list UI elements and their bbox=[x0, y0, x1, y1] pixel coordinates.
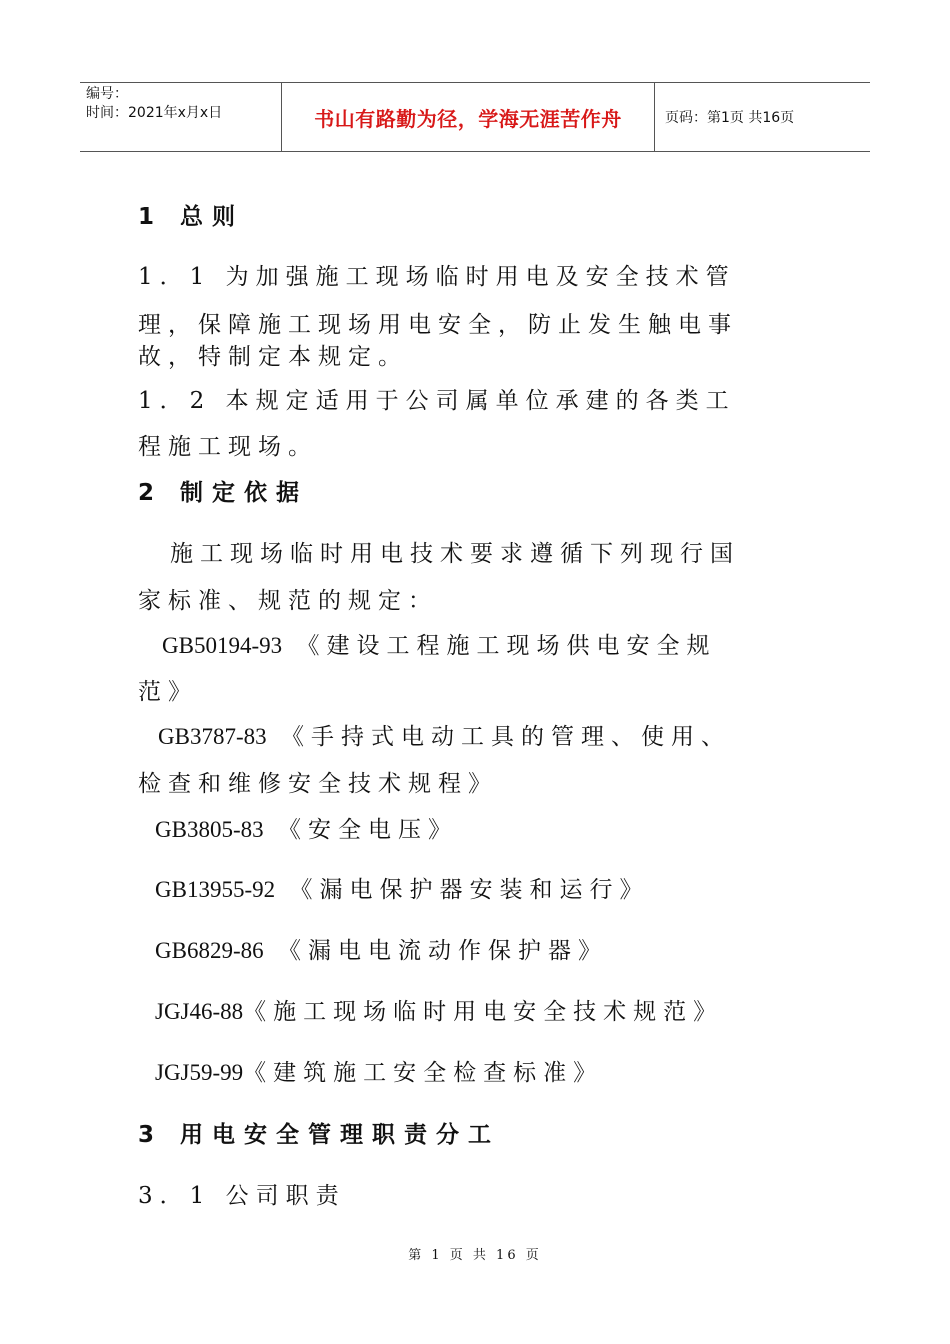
reference-code: JGJ46-88 bbox=[155, 999, 244, 1024]
reference-code: GB3805-83 bbox=[155, 817, 264, 842]
reference-title: 《安全电压》 bbox=[277, 817, 458, 843]
reference-gb50194-cont bbox=[138, 673, 818, 706]
reference-title: 《漏电保护器安装和运行》 bbox=[289, 877, 650, 903]
reference-title: 检查和维修安全技术规程》 bbox=[138, 771, 498, 797]
reference-title: 《施工现场临时用电安全技术规范》 bbox=[243, 999, 724, 1025]
reference-code: GB6829-86 bbox=[155, 938, 264, 963]
reference-title: 《手持式电动工具的管理、使用、 bbox=[280, 724, 731, 750]
reference-title: 《漏电电流动作保护器》 bbox=[277, 938, 608, 964]
reference-title: 《建筑施工安全检查标准》 bbox=[243, 1060, 604, 1086]
page-header bbox=[80, 82, 870, 152]
reference-gb3787-cont bbox=[138, 765, 818, 798]
reference-jgj46 bbox=[155, 993, 818, 1026]
heading-1: 1 总则 bbox=[138, 204, 245, 230]
paragraph-1-2-line-1: 1．2 本规定适用于公司属单位承建的各类工 bbox=[138, 388, 736, 414]
paragraph-1-1-line-1: 1．1 为加强施工现场临时用电及安全技术管 bbox=[138, 264, 736, 290]
header-page-info: 页码：第1页 共16页 bbox=[665, 110, 795, 126]
time-label: 时间：2021年x月x日 bbox=[86, 105, 223, 121]
reference-gb13955 bbox=[155, 871, 818, 904]
reference-code: GB13955-92 bbox=[155, 877, 276, 902]
reference-code: GB3787-83 bbox=[158, 724, 267, 749]
paragraph-3-1: 3．1 公司职责 bbox=[138, 1183, 346, 1209]
reference-title: 范》 bbox=[138, 679, 198, 705]
reference-title: 《建设工程施工现场供电安全规 bbox=[296, 633, 717, 659]
header-motto: 书山有路勤为径，学海无涯苦作舟 bbox=[281, 83, 655, 151]
paragraph-1-1-line-3: 故，特制定本规定。 bbox=[138, 344, 408, 370]
paragraph-1-1-line-2: 理，保障施工现场用电安全，防止发生触电事 bbox=[138, 312, 738, 338]
reference-code: GB50194-93 bbox=[162, 633, 283, 658]
reference-gb6829 bbox=[155, 932, 818, 965]
reference-gb50194 bbox=[162, 627, 818, 660]
header-meta bbox=[80, 83, 281, 151]
paragraph-1-2-line-2: 程施工现场。 bbox=[138, 434, 318, 460]
heading-2: 2 制定依据 bbox=[138, 480, 309, 506]
reference-gb3787 bbox=[158, 718, 818, 751]
page-footer: 第 1 页 共 16 页 bbox=[408, 1248, 542, 1263]
serial-label: 编号： bbox=[86, 86, 128, 102]
paragraph-2-line-1: 施工现场临时用电技术要求遵循下列现行国 bbox=[170, 541, 740, 567]
heading-3: 3 用电安全管理职责分工 bbox=[138, 1122, 501, 1148]
reference-code: JGJ59-99 bbox=[155, 1060, 244, 1085]
reference-jgj59 bbox=[155, 1054, 818, 1087]
reference-gb3805 bbox=[155, 811, 818, 844]
paragraph-2-line-2: 家标准、规范的规定： bbox=[138, 588, 438, 614]
